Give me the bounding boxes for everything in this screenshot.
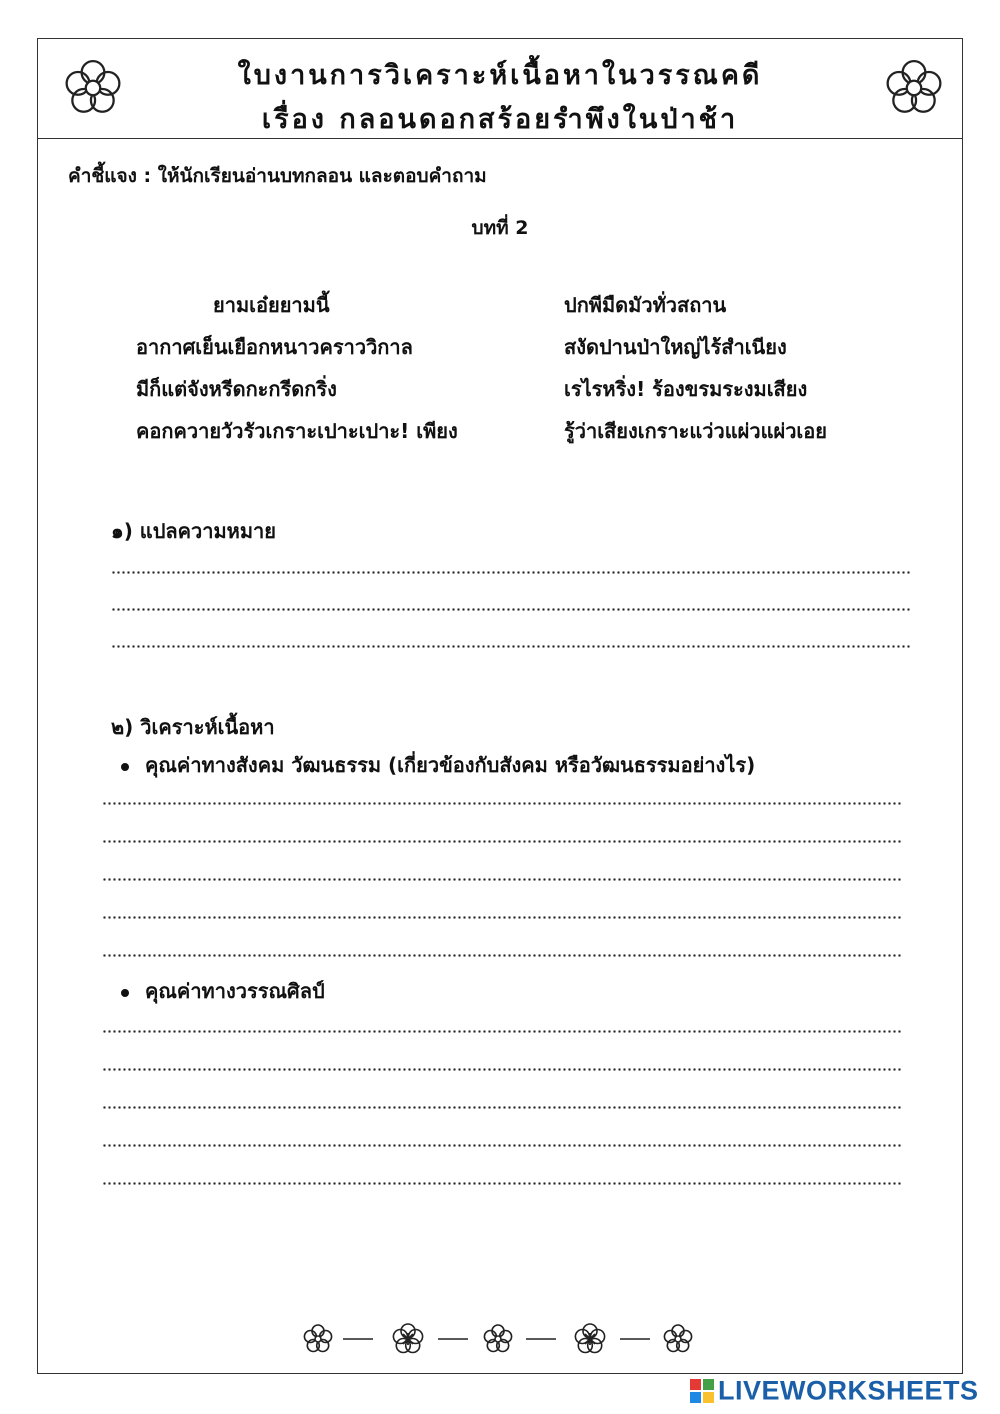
poem-right-line: รู้ว่าเสียงเกราะแว่วแผ่วแผ่วเอย — [564, 419, 827, 443]
answer-line[interactable] — [111, 571, 911, 574]
answer-line[interactable] — [102, 1144, 902, 1147]
answer-line[interactable] — [102, 1030, 902, 1033]
answer-line[interactable] — [102, 840, 902, 843]
bullet-text: คุณค่าทางสังคม วัฒนธรรม (เกี่ยวข้องกับสังคม หรือวัฒนธรรมอย่างไร) — [145, 753, 756, 777]
flower-outline-icon — [883, 57, 945, 119]
instruction-text: คำชี้แจง : ให้นักเรียนอ่านบทกลอน และตอบคำถาม — [68, 165, 487, 187]
bullet-literary-value — [121, 975, 325, 1007]
poem-right-line: ปกพีมืดมัวทั่วสถาน — [564, 293, 727, 317]
poem-left-line: ยามเอ๋ยยามนี้ — [213, 293, 330, 317]
worksheet-page — [37, 38, 963, 1374]
poem-left-line: มีก็แต่จังหรีดกะกรีดกริ่ง — [136, 377, 337, 401]
chapter-heading: บทที่ 2 — [471, 217, 529, 239]
answer-line[interactable] — [102, 916, 902, 919]
answer-line[interactable] — [111, 608, 911, 611]
bullet-dot — [121, 989, 129, 997]
question-1-label: ๑) แปลความหมาย — [111, 519, 276, 543]
bullet-dot — [121, 763, 129, 771]
answer-line[interactable] — [102, 802, 902, 805]
poem-right-line: เรไรหริ่ง! ร้องขรมระงมเสียง — [564, 377, 808, 401]
answer-line[interactable] — [102, 1182, 902, 1185]
poem-left-line: คอกควายวัวรัวเกราะเปาะเปาะ! เพียง — [136, 419, 458, 443]
poem-right-line: สงัดปานป่าใหญ่ไร้สำเนียง — [564, 335, 787, 359]
answer-line[interactable] — [102, 1068, 902, 1071]
bullet-text: คุณค่าทางวรรณศิลป์ — [145, 979, 325, 1003]
liveworksheets-logo-icon — [690, 1379, 714, 1403]
worksheet-title-line2: เรื่อง กลอนดอกสร้อยรำพึงในป่าช้า — [261, 104, 739, 135]
poem-left-line: อากาศเย็นเยือกหนาวคราววิกาล — [136, 335, 413, 359]
answer-line[interactable] — [102, 954, 902, 957]
flower-divider-icon — [298, 1319, 698, 1359]
answer-line[interactable] — [102, 1106, 902, 1109]
bullet-social-value — [121, 749, 755, 781]
worksheet-title-line1: ใบงานการวิเคราะห์เนื้อหาในวรรณคดี — [237, 60, 763, 91]
liveworksheets-logo-text: LIVEWORKSHEETS — [718, 1375, 979, 1406]
answer-line[interactable] — [102, 878, 902, 881]
liveworksheets-logo — [690, 1374, 979, 1408]
worksheet-header — [38, 39, 962, 139]
answer-line[interactable] — [111, 645, 911, 648]
question-2-label: ๒) วิเคราะห์เนื้อหา — [111, 715, 275, 739]
